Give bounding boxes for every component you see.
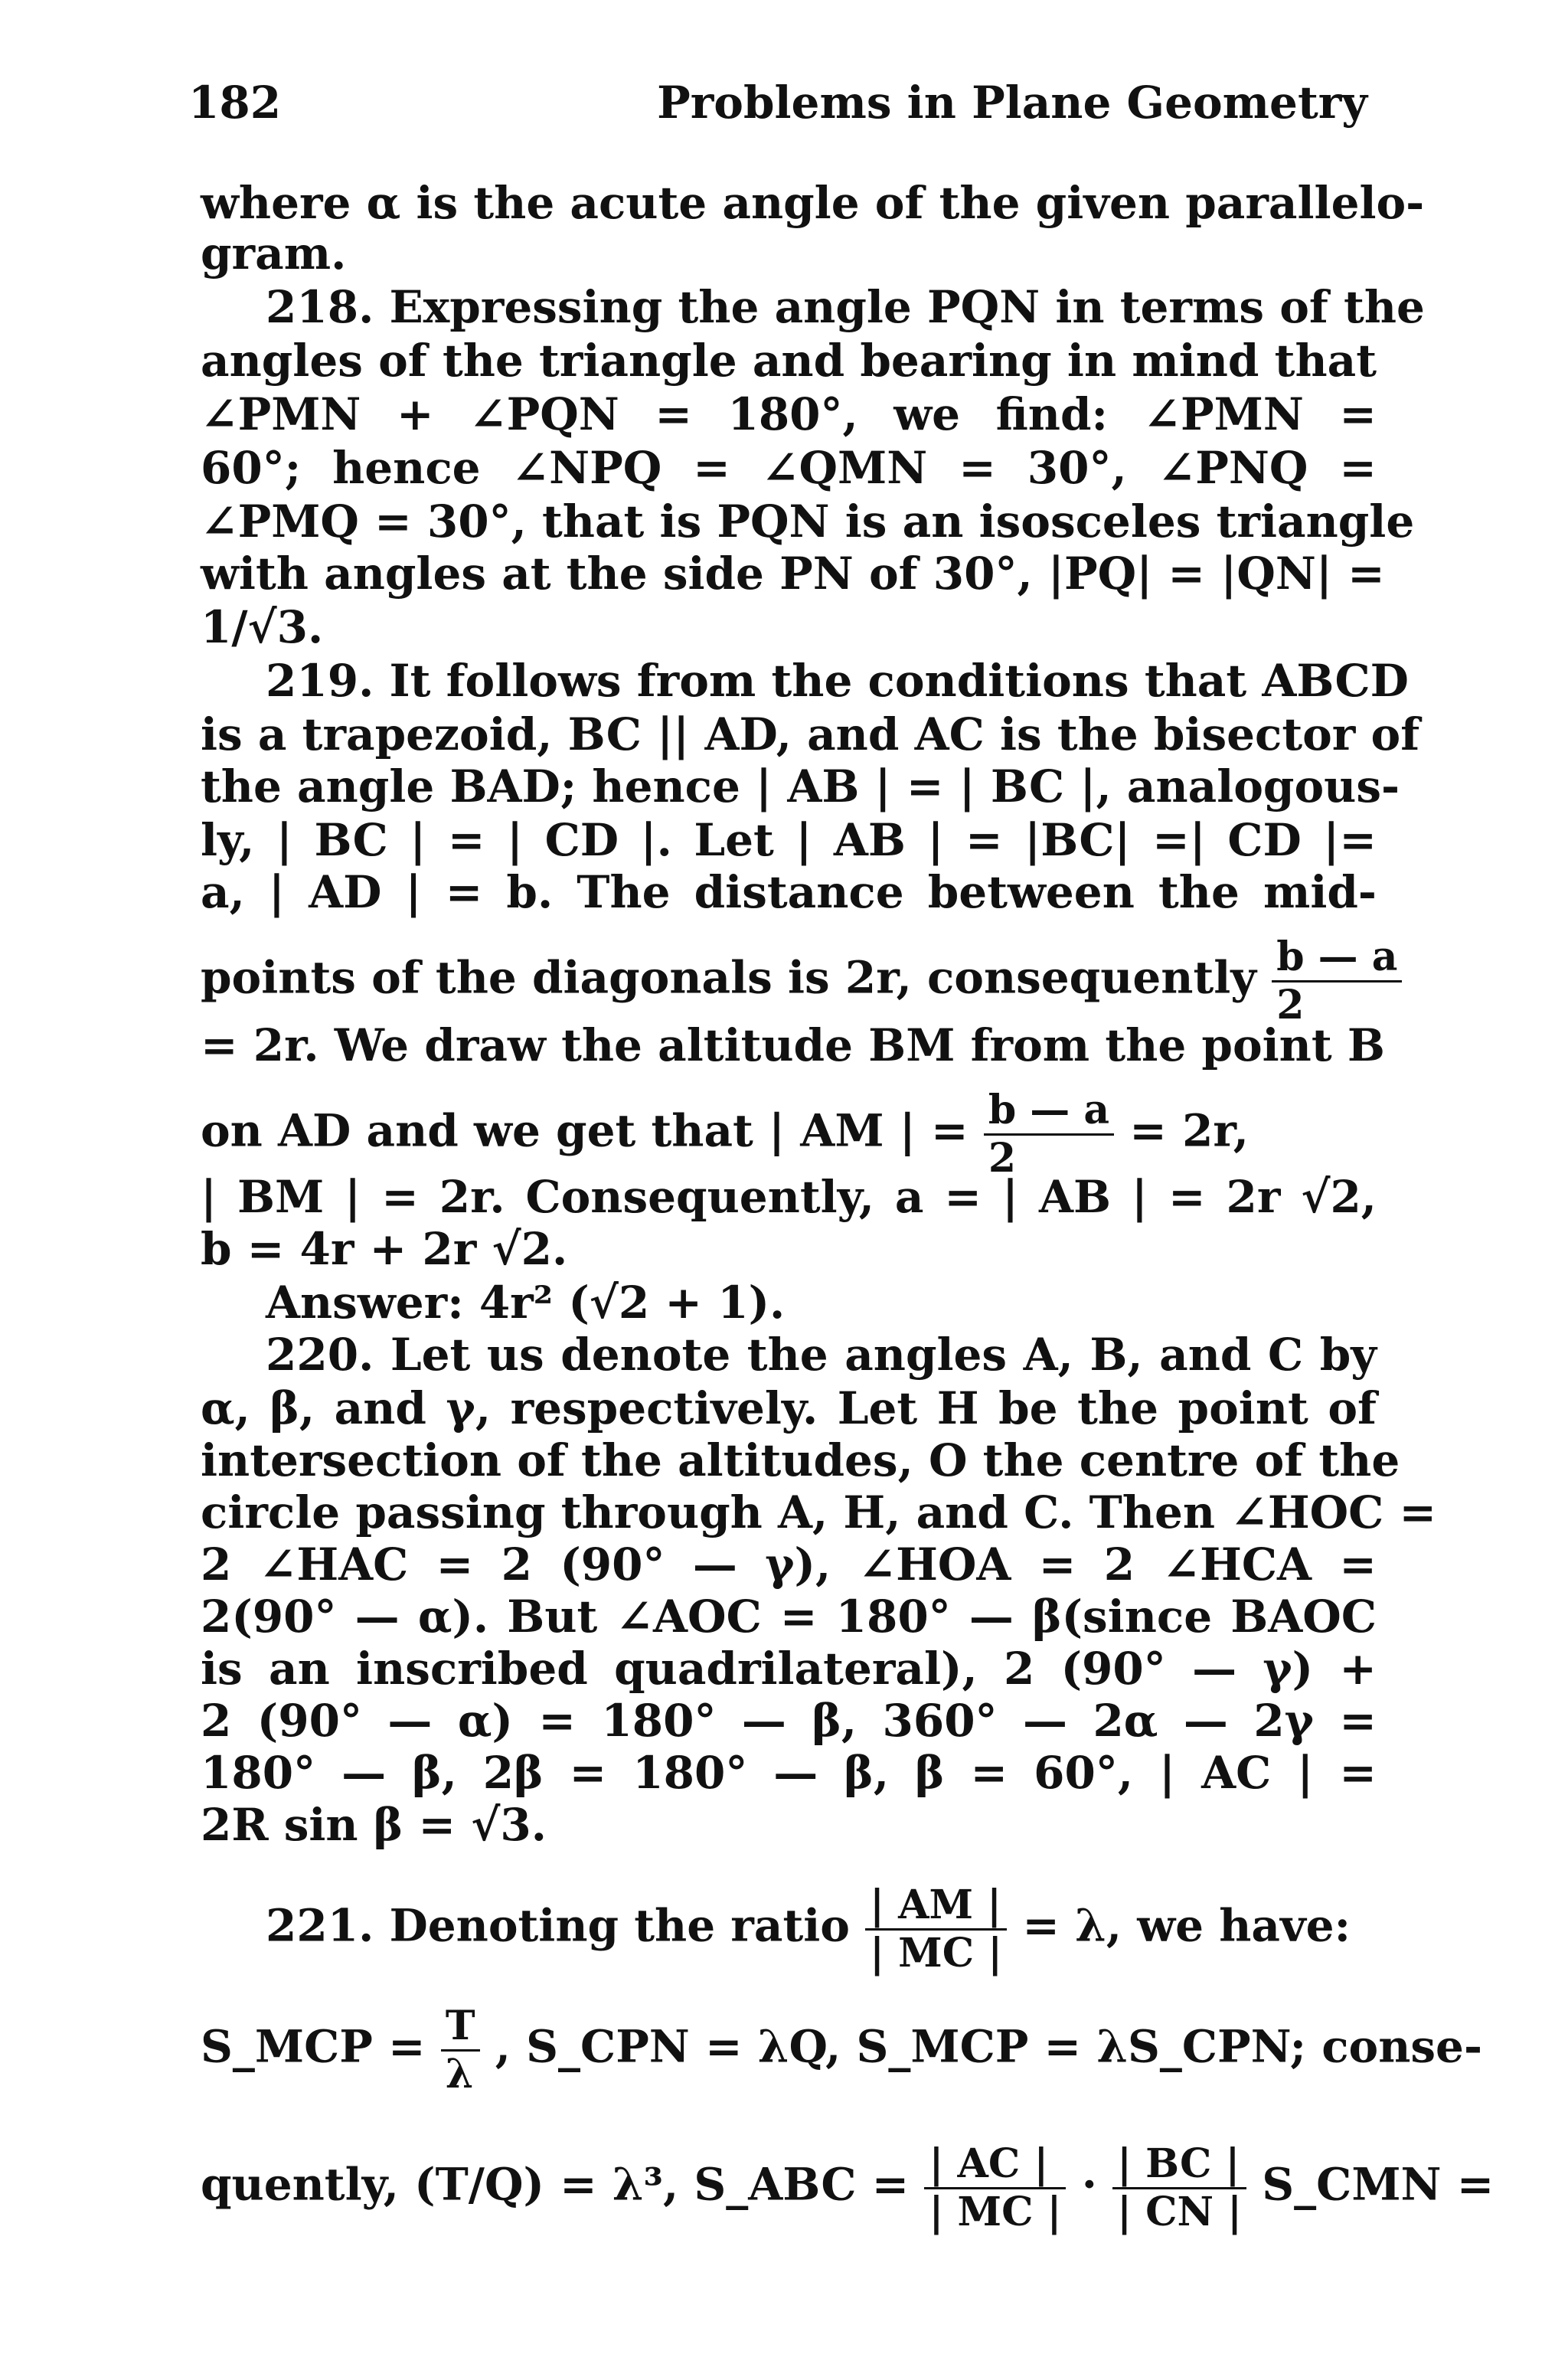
text-line: 2(90° — α). But ∠AOC = 180° — β(since BAOC [201, 1591, 1377, 1643]
text-line: 2R sin β = √3. [201, 1799, 547, 1851]
page-header [188, 77, 1367, 138]
text-line: intersection of the altitudes, O the centre of the [201, 1434, 1400, 1486]
dot-operator: · [1081, 2158, 1097, 2211]
fraction [1112, 2140, 1246, 2235]
fraction-numerator: | AM | [865, 1885, 1007, 1931]
text-segment: on AD and we get that | AM | = [201, 1104, 969, 1157]
text-line: ly, | BC | = | CD |. Let | AB | = |BC| =| CD |= [201, 814, 1377, 866]
text-segment: points of the diagonals is 2r, consequently [201, 951, 1257, 1004]
page-number: 182 [188, 77, 282, 129]
fraction [984, 1087, 1114, 1182]
text-line: b = 4r + 2r √2. [201, 1223, 568, 1275]
text-segment: , S_CPN = λQ, S_MCP = λS_CPN; conse- [495, 2020, 1483, 2073]
text-line: 2 (90° — α) = 180° — β, 360° — 2α — 2γ = [201, 1695, 1377, 1747]
equation-line [201, 2140, 1494, 2235]
fraction [1272, 933, 1402, 1028]
running-title: Problems in Plane Geometry [657, 77, 1367, 129]
fraction-denominator: 2 [1276, 982, 1305, 1028]
fraction-denominator: | MC | [929, 2189, 1062, 2235]
text-line: angles of the triangle and bearing in mind that [201, 335, 1377, 387]
text-line: is an inscribed quadrilateral), 2 (90° — γ) + [201, 1643, 1377, 1695]
equation-line [201, 2003, 1483, 2097]
equation-line [201, 933, 1398, 1028]
text-line: | BM | = 2r. Consequently, a = | AB | = 2r √2, [201, 1171, 1377, 1223]
text-line: 180° — β, 2β = 180° — β, β = 60°, | AC | = [201, 1747, 1377, 1799]
text-line: is a trapezoid, BC || AD, and AC is the bisector of [201, 708, 1420, 760]
text-segment: = 2r, [1129, 1104, 1249, 1157]
text-line: where α is the acute angle of the given parallelo- [201, 177, 1425, 229]
text-line: with angles at the side PN of 30°, |PQ| = |QN| = [201, 548, 1385, 600]
text-line: gram. [201, 227, 347, 280]
fraction-numerator: b — a [984, 1090, 1114, 1136]
text-line: a, | AD | = b. The distance between the mid- [201, 866, 1377, 918]
text-line: the angle BAD; hence | AB | = | BC |, analogous- [201, 760, 1400, 812]
fraction-denominator: | MC | [870, 1930, 1003, 1976]
text-line: circle passing through A, H, and C. Then ∠HOC = [201, 1486, 1437, 1538]
text-line: 2 ∠HAC = 2 (90° — γ), ∠HOA = 2 ∠HCA = [201, 1538, 1377, 1591]
text-line: 219. It follows from the conditions that ABCD [266, 655, 1409, 707]
text-line: ∠PMN + ∠PQN = 180°, we find: ∠PMN = [201, 388, 1377, 440]
text-segment: S_MCP = [201, 2020, 441, 2073]
fraction-numerator: T [441, 2006, 480, 2052]
fraction-denominator: | CN | [1117, 2189, 1243, 2235]
fraction-numerator: b — a [1272, 937, 1402, 983]
fraction [924, 2140, 1066, 2235]
text-segment: 221. Denoting the ratio [266, 1899, 850, 1952]
fraction-denominator: λ [445, 2051, 474, 2097]
text-line: ∠PMQ = 30°, that is PQN is an isosceles triangle [201, 495, 1415, 548]
text-line: 1/√3. [201, 601, 324, 653]
fraction-numerator: | BC | [1112, 2144, 1246, 2189]
equation-line [201, 1882, 1377, 1976]
fraction [865, 1882, 1007, 1976]
text-line: Answer: 4r² (√2 + 1). [266, 1277, 786, 1329]
text-segment: S_CMN = [1262, 2158, 1494, 2211]
fraction-denominator: 2 [988, 1135, 1016, 1182]
text-segment: quently, (T/Q) = λ³, S_ABC = [201, 2158, 910, 2211]
text-segment: = λ, we have: [1022, 1899, 1351, 1952]
text-line: α, β, and γ, respectively. Let H be the point of [201, 1382, 1377, 1434]
fraction [441, 2003, 480, 2097]
equation-line [201, 1087, 1377, 1182]
text-line: = 2r. We draw the altitude BM from the point B [201, 1019, 1385, 1071]
text-line: 60°; hence ∠NPQ = ∠QMN = 30°, ∠PNQ = [201, 442, 1377, 494]
text-line: 218. Expressing the angle PQN in terms of the [266, 281, 1425, 333]
fraction-numerator: | AC | [924, 2144, 1066, 2189]
text-line: 220. Let us denote the angles A, B, and C by [266, 1329, 1377, 1381]
